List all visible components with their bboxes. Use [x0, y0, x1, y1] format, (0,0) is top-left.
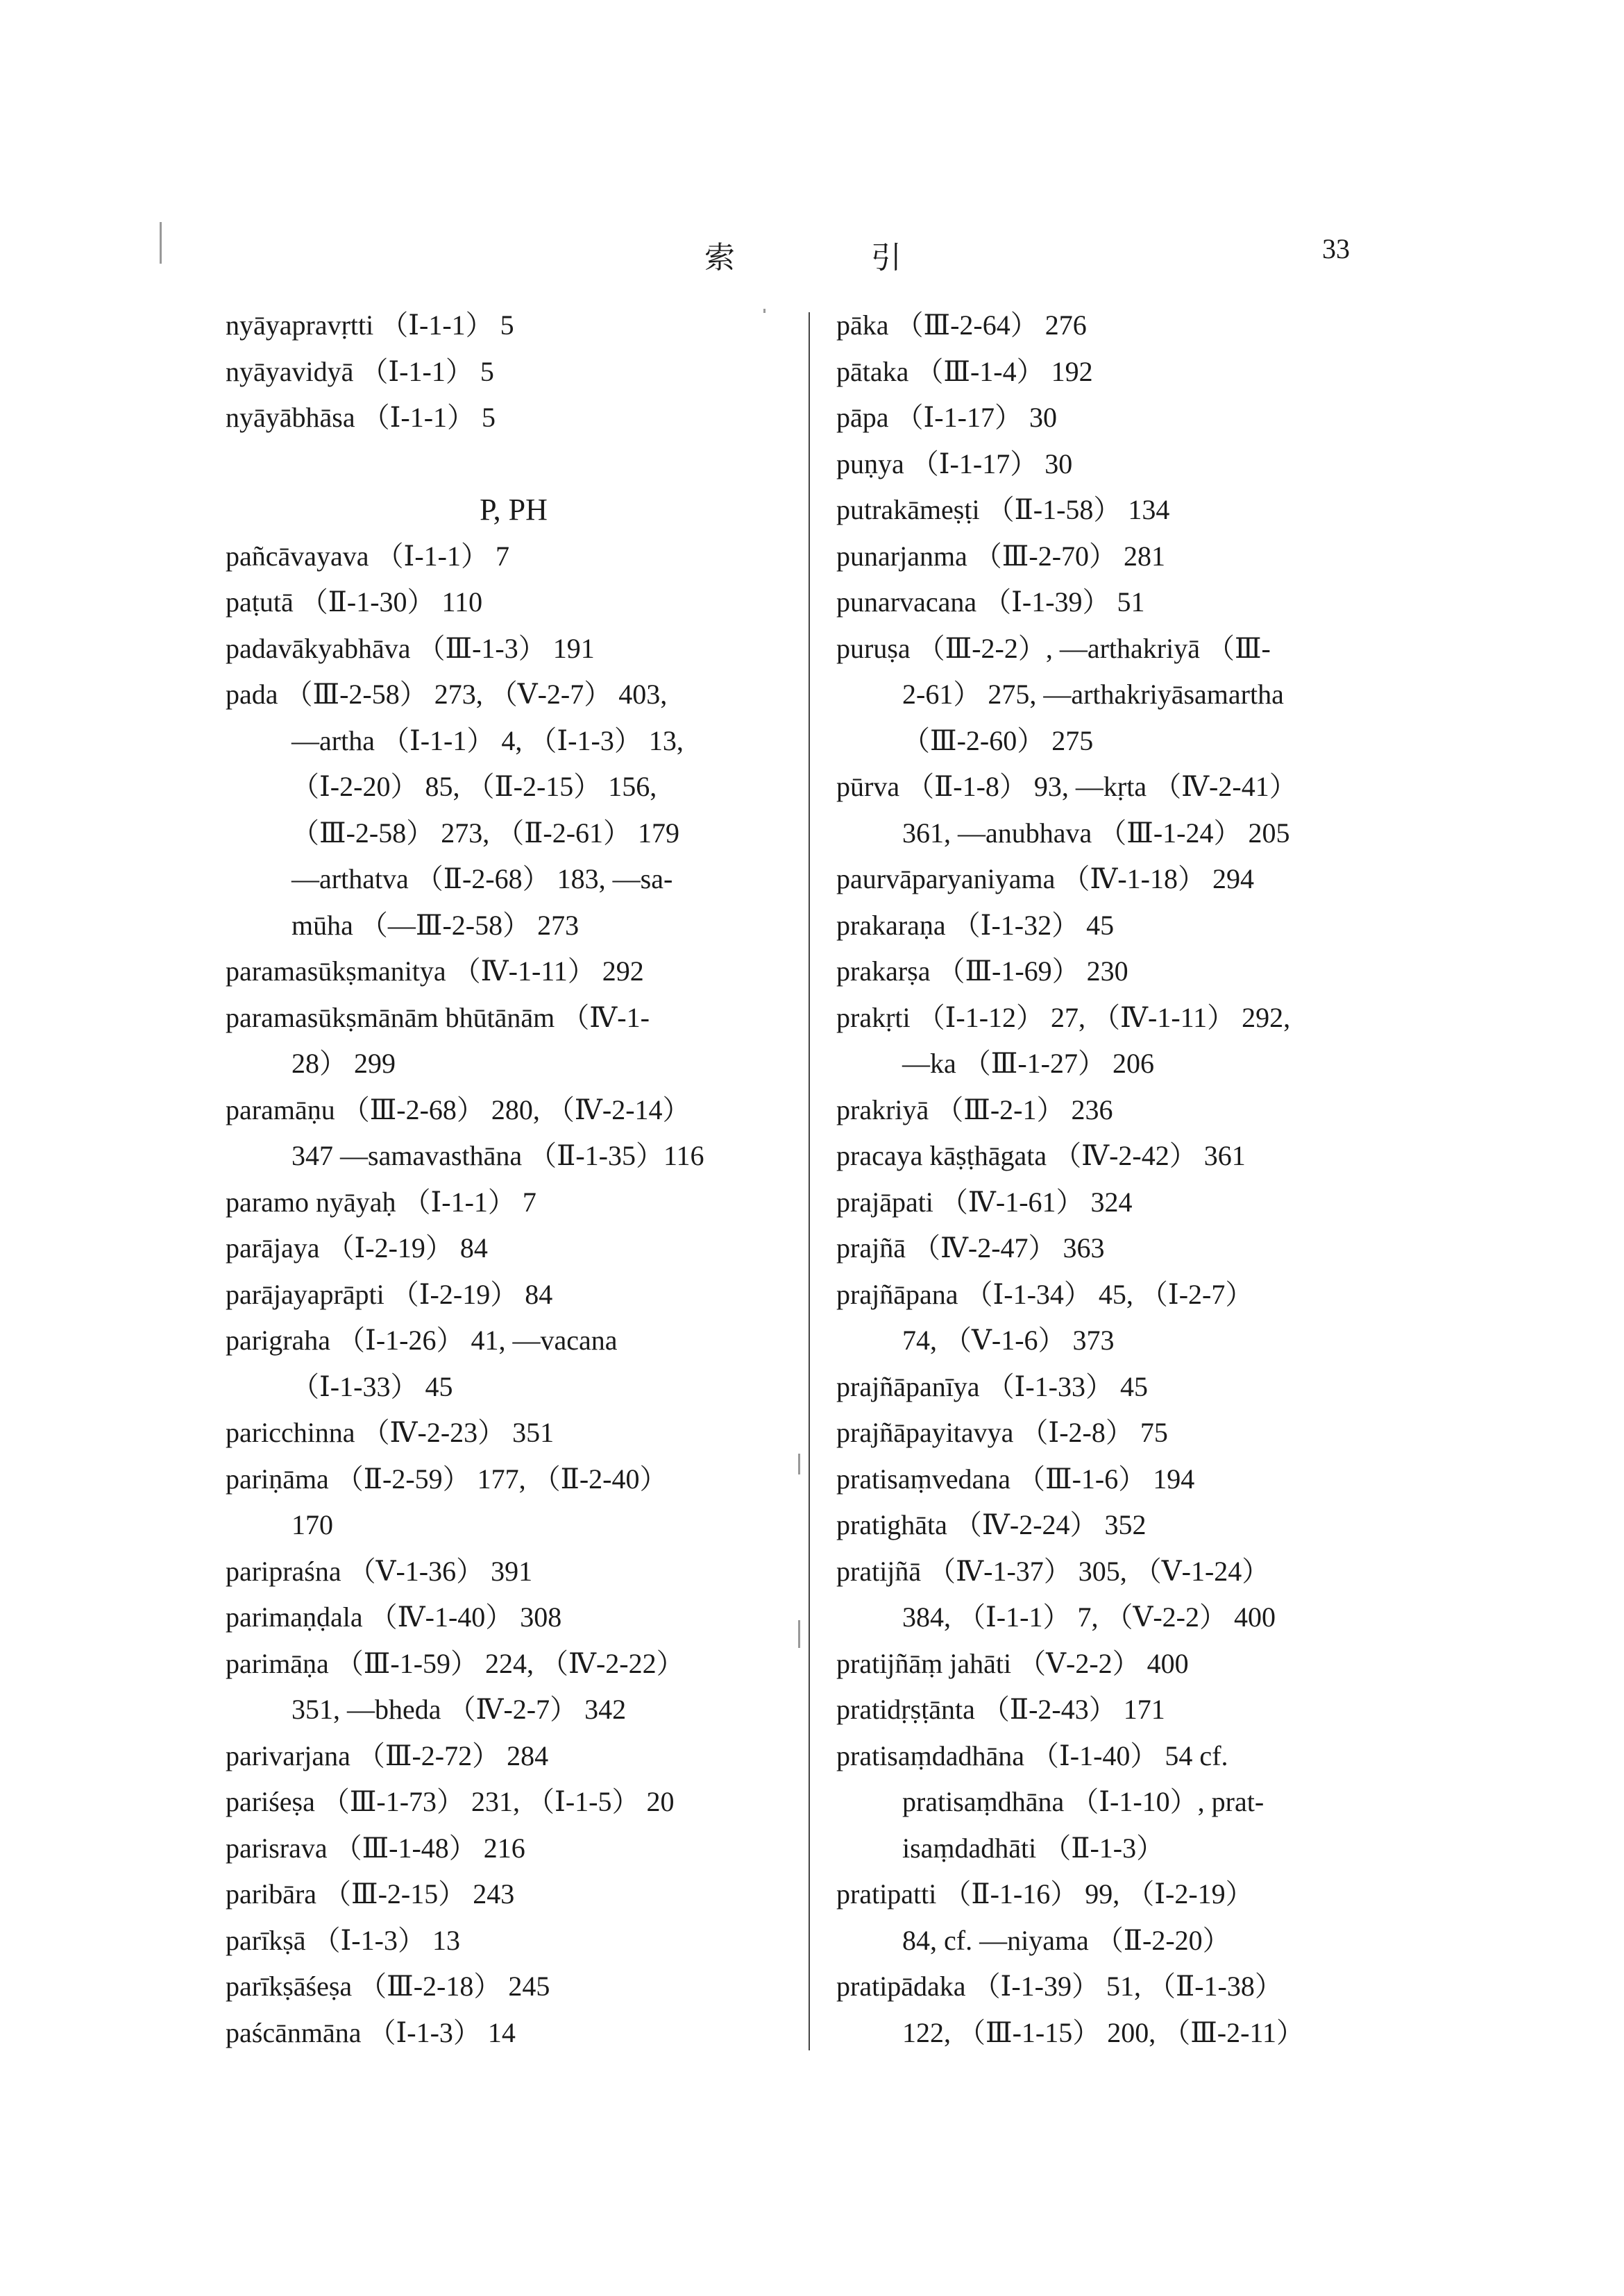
index-entry: puruṣa （Ⅲ-2-2）, —arthakriyā （Ⅲ-: [836, 632, 1271, 664]
index-entry-continued: 170: [291, 1509, 333, 1540]
index-entry-continued: —arthatva （Ⅱ-2-68） 183, —sa-: [291, 863, 673, 894]
index-entry: puṇya （Ⅰ-1-17） 30: [836, 448, 1073, 479]
index-entry-continued: 384, （Ⅰ-1-1） 7, （Ⅴ-2-2） 400: [902, 1601, 1276, 1633]
index-entry-continued: pratisaṃdhāna （Ⅰ-1-10）, prat-: [902, 1786, 1264, 1817]
index-entry-continued: isaṃdadhāti （Ⅱ-1-3）: [902, 1832, 1165, 1864]
running-header: [0, 232, 1624, 281]
scan-speck: [798, 1454, 800, 1474]
index-entry: parīkṣā （Ⅰ-1-3） 13: [226, 1924, 460, 1956]
index-entry: pratipādaka （Ⅰ-1-39） 51, （Ⅱ-1-38）: [836, 1971, 1283, 2002]
index-entry: parisrava （Ⅲ-1-48） 216: [226, 1832, 525, 1864]
index-entry: paścānmāna （Ⅰ-1-3） 14: [226, 2016, 516, 2048]
index-entry: punarjanma （Ⅲ-2-70） 281: [836, 540, 1166, 572]
index-entry: nyāyavidyā （Ⅰ-1-1） 5: [226, 355, 494, 387]
index-entry: parivarjana （Ⅲ-2-72） 284: [226, 1740, 549, 1771]
index-entry-continued: （Ⅰ-2-20） 85, （Ⅱ-2-15） 156,: [291, 771, 657, 802]
index-entry: pratijñā （Ⅳ-1-37） 305, （Ⅴ-1-24）: [836, 1555, 1270, 1587]
index-entry: pada （Ⅲ-2-58） 273, （Ⅴ-2-7） 403,: [226, 679, 668, 710]
index-entry: pariṇāma （Ⅱ-2-59） 177, （Ⅱ-2-40）: [226, 1463, 668, 1495]
index-entry: paramāṇu （Ⅲ-2-68） 280, （Ⅳ-2-14）: [226, 1094, 691, 1125]
index-entry: pātaka （Ⅲ-1-4） 192: [836, 355, 1093, 387]
index-entry: pratijñāṃ jahāti （Ⅴ-2-2） 400: [836, 1647, 1189, 1679]
index-entry: pracaya kāṣṭhāgata （Ⅳ-2-42） 361: [836, 1140, 1246, 1171]
index-entry: pratisaṃvedana （Ⅲ-1-6） 194: [836, 1463, 1195, 1495]
index-entry: pūrva （Ⅱ-1-8） 93, —kṛta （Ⅳ-2-41）: [836, 771, 1297, 802]
index-entry: pratighāta （Ⅳ-2-24） 352: [836, 1509, 1147, 1540]
index-entry: prajñā （Ⅳ-2-47） 363: [836, 1232, 1105, 1264]
index-entry: paramo nyāyaḥ （Ⅰ-1-1） 7: [226, 1186, 536, 1218]
index-entry: paramasūkṣmanitya （Ⅳ-1-11） 292: [226, 955, 644, 987]
header-kanji-right: 引: [871, 241, 902, 275]
index-entry: punarvacana （Ⅰ-1-39） 51: [836, 586, 1145, 618]
index-entry: prajñāpanīya （Ⅰ-1-33） 45: [836, 1370, 1149, 1402]
index-entry: paricchinna （Ⅳ-2-23） 351: [226, 1417, 555, 1448]
index-entry: putrakāmeṣṭi （Ⅱ-1-58） 134: [836, 494, 1170, 525]
index-entry: paṭutā （Ⅱ-1-30） 110: [226, 586, 483, 618]
scan-speck: [763, 309, 766, 313]
index-entry: paribāra （Ⅲ-2-15） 243: [226, 1878, 515, 1910]
index-entry: prajñāpayitavya （Ⅰ-2-8） 75: [836, 1417, 1168, 1448]
index-entry: parimaṇḍala （Ⅳ-1-40） 308: [226, 1601, 562, 1633]
index-entry-continued: 361, —anubhava （Ⅲ-1-24） 205: [902, 817, 1290, 849]
index-entry: pāpa （Ⅰ-1-17） 30: [836, 402, 1057, 433]
scan-speck: [798, 1620, 800, 1648]
index-entry-continued: 84, cf. —niyama （Ⅱ-2-20）: [902, 1924, 1230, 1956]
index-entry: pratipatti （Ⅱ-1-16） 99, （Ⅰ-2-19）: [836, 1878, 1253, 1910]
left-index-column: [226, 303, 802, 2056]
index-entry: parājaya （Ⅰ-2-19） 84: [226, 1232, 488, 1264]
index-entry: pañcāvayava （Ⅰ-1-1） 7: [226, 540, 509, 572]
index-entry: parigraha （Ⅰ-1-26） 41, —vacana: [226, 1325, 618, 1356]
section-heading: P, PH: [480, 493, 548, 527]
index-entry: parīkṣāśeṣa （Ⅲ-2-18） 245: [226, 1971, 550, 2002]
page-number: 33: [1322, 233, 1350, 264]
index-entry-continued: （Ⅲ-2-58） 273, （Ⅱ-2-61） 179: [291, 817, 680, 849]
index-entry: pāka （Ⅲ-2-64） 276: [836, 309, 1087, 341]
index-entry-continued: —ka （Ⅲ-1-27） 206: [902, 1048, 1154, 1079]
index-entry: parimāṇa （Ⅲ-1-59） 224, （Ⅳ-2-22）: [226, 1647, 684, 1679]
index-entry: pratisaṃdadhāna （Ⅰ-1-40） 54 cf.: [836, 1740, 1228, 1771]
column-divider: [809, 312, 810, 2050]
index-entry-continued: —artha （Ⅰ-1-1） 4, （Ⅰ-1-3） 13,: [291, 724, 684, 756]
index-entry: prakriyā （Ⅲ-2-1） 236: [836, 1094, 1113, 1125]
index-entry: paramasūkṣmānām bhūtānām （Ⅳ-1-: [226, 1001, 650, 1033]
index-entry-continued: （Ⅰ-1-33） 45: [291, 1370, 453, 1402]
index-entry-continued: 122, （Ⅲ-1-15） 200, （Ⅲ-2-11）: [902, 2016, 1304, 2048]
index-entry: padavākyabhāva （Ⅲ-1-3） 191: [226, 632, 595, 664]
index-entry-continued: 347 —samavasthāna （Ⅱ-1-35）116: [291, 1140, 704, 1171]
index-entry-continued: 74, （Ⅴ-1-6） 373: [902, 1325, 1115, 1356]
index-entry: paripraśna （Ⅴ-1-36） 391: [226, 1555, 533, 1587]
index-entry: paurvāparyaniyama （Ⅳ-1-18） 294: [836, 863, 1254, 894]
section-gap: [226, 441, 802, 488]
index-entry: prakarṣa （Ⅲ-1-69） 230: [836, 955, 1128, 987]
right-index-column: [836, 303, 1426, 2056]
index-entry: parājayaprāpti （Ⅰ-2-19） 84: [226, 1278, 553, 1310]
index-entry-continued: mūha （—Ⅲ-2-58） 273: [291, 909, 580, 941]
index-entry: pariśeṣa （Ⅲ-1-73） 231, （Ⅰ-1-5） 20: [226, 1786, 675, 1817]
index-entry: prakṛti （Ⅰ-1-12） 27, （Ⅳ-1-11） 292,: [836, 1001, 1291, 1033]
index-entry-continued: （Ⅲ-2-60） 275: [902, 724, 1094, 756]
index-entry-continued: 28） 299: [291, 1048, 396, 1079]
index-entry-continued: 2-61） 275, —arthakriyāsamartha: [902, 679, 1284, 710]
index-entry: nyāyapravṛtti （Ⅰ-1-1） 5: [226, 309, 514, 341]
scan-speck: [160, 222, 162, 264]
index-entry: nyāyābhāsa （Ⅰ-1-1） 5: [226, 402, 496, 433]
header-kanji-left: 索: [704, 241, 735, 275]
index-entry: prakaraṇa （Ⅰ-1-32） 45: [836, 909, 1115, 941]
index-entry: pratidṛṣṭānta （Ⅱ-2-43） 171: [836, 1694, 1165, 1725]
index-entry: prajāpati （Ⅳ-1-61） 324: [836, 1186, 1133, 1218]
index-entry: prajñāpana （Ⅰ-1-34） 45, （Ⅰ-2-7）: [836, 1278, 1253, 1310]
index-entry-continued: 351, —bheda （Ⅳ-2-7） 342: [291, 1694, 627, 1725]
